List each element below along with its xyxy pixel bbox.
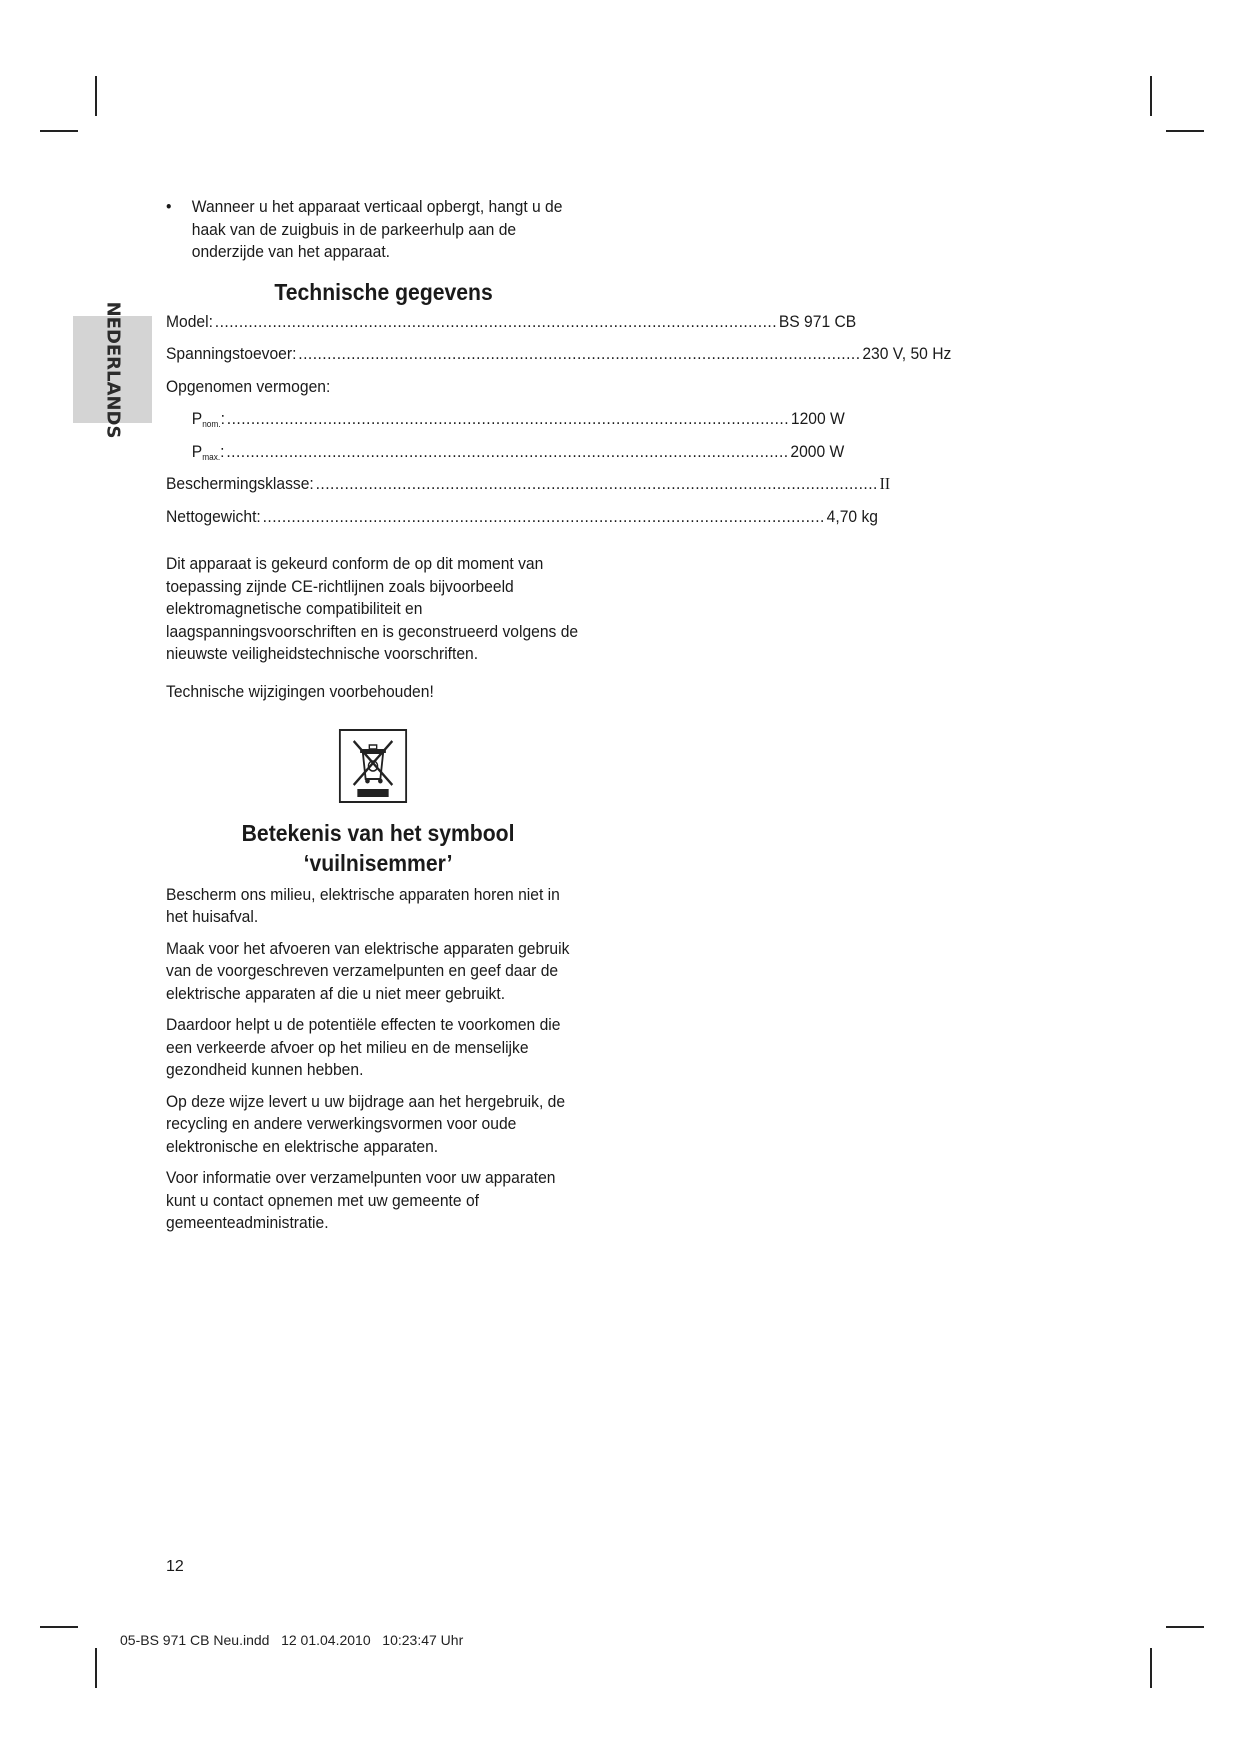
spec-value: 4,70 kg	[826, 506, 878, 526]
crop-mark	[1166, 1626, 1204, 1628]
crop-mark	[1166, 130, 1204, 132]
weee-paragraph: Voor informatie over verzamelpunten voor uw apparaten kunt u contact opnemen met uw gemeente of gemeenteadministratie.	[166, 1168, 556, 1232]
spec-voltage	[166, 343, 952, 376]
spec-protection	[166, 473, 891, 506]
print-footer: 05-BS 971 CB Neu.indd 12 01.04.2010 10:23:47 Uhr	[120, 1632, 464, 1648]
crop-mark	[1150, 1648, 1152, 1688]
crop-mark	[95, 76, 97, 116]
dot-leader: .....................................................................................................................	[226, 441, 789, 461]
spec-p-max	[166, 441, 845, 474]
bullet-icon: •	[166, 197, 172, 216]
weee-symbol	[160, 729, 584, 808]
spec-model	[166, 311, 857, 344]
crop-mark	[1150, 76, 1152, 116]
spec-label: Nettogewicht:	[166, 506, 261, 526]
tech-data-heading: Technische gegevens	[274, 278, 493, 305]
spec-label: Opgenomen vermogen:	[166, 376, 331, 396]
crop-mark	[40, 1626, 78, 1628]
spec-p-nom	[166, 408, 845, 441]
spec-label: Beschermingsklasse:	[166, 474, 314, 493]
storage-bullet-text: Wanneer u het apparaat verticaal opbergt, hangt u de haak van de zuigbuis in de parkeerhulp aan de onderzijde van het apparaat.	[191, 197, 563, 261]
weee-paragraph: Daardoor helpt u de potentiële effecten te voorkomen die een verkeerde afvoer op het milieu en de menselijke gezondheid kunnen hebben.	[166, 1015, 561, 1079]
spec-value: 2000 W	[790, 441, 845, 461]
disclaimer-text: Technische wijzigingen voorbehouden!	[166, 681, 434, 701]
spec-label: Spanningstoevoer:	[166, 344, 297, 363]
spec-weight	[166, 506, 878, 539]
page-content	[166, 196, 952, 1235]
spec-value: BS 971 CB	[778, 311, 857, 331]
crop-mark	[40, 130, 78, 132]
crop-mark	[95, 1648, 97, 1688]
dot-leader: .....................................................................................................................	[315, 474, 878, 493]
spec-power-heading	[166, 376, 585, 409]
page-number: 12	[166, 1558, 184, 1575]
language-tab	[73, 301, 152, 438]
spec-label: $P_{max.}$:	[191, 441, 225, 462]
weee-paragraph: Op deze wijze levert u uw bijdrage aan het hergebruik, de recycling en andere verwerkingsvormen voor oude elektronische en elektrische apparaten.	[166, 1091, 566, 1156]
weee-heading: Betekenis van het symbool ‘vuilnisemmer’	[241, 819, 515, 876]
language-tab-label: NEDERLANDS	[102, 301, 123, 438]
spec-label: $P_{nom.}$:	[191, 409, 225, 429]
dot-leader: .....................................................................................................................	[298, 344, 861, 363]
weee-paragraph: Maak voor het afvoeren van elektrische apparaten gebruik van de voorgeschreven verzamelpunten en geef daar de elektrische apparaten af die u niet meer gebruikt.	[166, 938, 570, 1003]
dot-leader: .....................................................................................................................	[214, 311, 778, 331]
spec-value: II	[879, 474, 891, 493]
dot-leader: .....................................................................................................................	[226, 409, 790, 428]
spec-value: 230 V, 50 Hz	[862, 344, 952, 363]
crossed-bin-icon	[339, 729, 407, 803]
spec-value: 1200 W	[790, 409, 845, 428]
weee-paragraph: Bescherm ons milieu, elektrische apparaten horen niet in het huisafval.	[166, 884, 560, 926]
spec-label: Model:	[166, 311, 213, 331]
storage-bullet	[166, 196, 585, 264]
dot-leader: .....................................................................................................................	[262, 506, 825, 526]
conformity-text: Dit apparaat is gekeurd conform de op dit moment van toepassing zijnde CE-richtlijnen zoals bijvoorbeeld elektromagnetische compatibiliteit en laagspanningsvoorschriften en is geconstrueerd volgens de nieuwste veiligheidstechnische voorschriften.	[166, 554, 579, 663]
